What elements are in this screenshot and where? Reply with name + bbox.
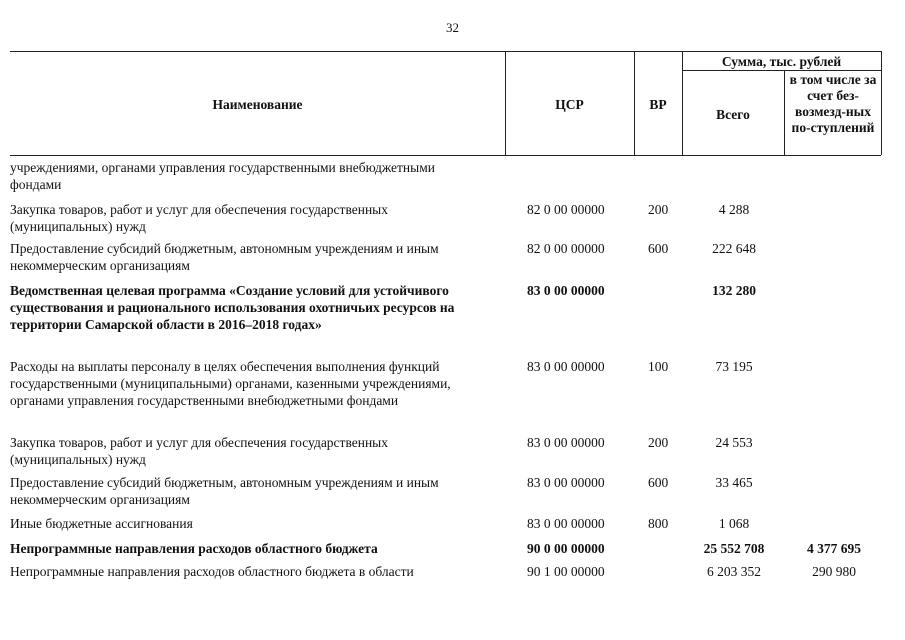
row-8-csr: 90 0 00 00000 bbox=[527, 541, 605, 556]
column-divider bbox=[784, 70, 785, 155]
header-csr: ЦСР bbox=[555, 97, 584, 112]
row-4-csr: 83 0 00 00000 bbox=[527, 359, 605, 374]
row-6-total: 33 465 bbox=[715, 475, 753, 490]
row-3-csr: 83 0 00 00000 bbox=[527, 283, 605, 298]
header-vr: ВР bbox=[649, 97, 667, 112]
header-including: в том числе за счет без-возмезд-ных по-ступлений bbox=[789, 72, 877, 135]
row-9-name: Непрограммные направления расходов областного бюджета в области bbox=[10, 564, 414, 579]
row-7-name: Иные бюджетные ассигнования bbox=[10, 516, 193, 531]
header-name: Наименование bbox=[212, 97, 303, 112]
row-4-vr: 100 bbox=[648, 359, 669, 374]
row-3-total: 132 280 bbox=[712, 283, 756, 298]
row-5-total: 24 553 bbox=[715, 435, 753, 450]
row-8-name: Непрограммные направления расходов областного бюджета bbox=[10, 541, 378, 556]
row-4-name: Расходы на выплаты персоналу в целях обеспечения выполнения функций государственными (муниципальными) органами, казенными учреждениями, органами управления государственными внебюджетными фондами bbox=[10, 359, 451, 408]
row-9-total: 6 203 352 bbox=[707, 564, 761, 579]
row-1-vr: 200 bbox=[648, 202, 669, 217]
row-0-name: учреждениями, органами управления государственными внебюджетными фондами bbox=[10, 160, 435, 192]
header-total: Всего bbox=[716, 107, 750, 122]
row-1-name: Закупка товаров, работ и услуг для обеспечения государственных (муниципальных) нужд bbox=[10, 202, 389, 234]
row-2-vr: 600 bbox=[648, 241, 669, 256]
row-8-sub: 4 377 695 bbox=[807, 541, 861, 556]
row-1-total: 4 288 bbox=[718, 202, 750, 217]
column-divider bbox=[881, 51, 882, 155]
row-7-vr: 800 bbox=[648, 516, 669, 531]
row-9-csr: 90 1 00 00000 bbox=[527, 564, 605, 579]
row-1-csr: 82 0 00 00000 bbox=[527, 202, 605, 217]
row-9-sub: 290 980 bbox=[812, 564, 856, 579]
row-7-csr: 83 0 00 00000 bbox=[527, 516, 605, 531]
row-2-name: Предоставление субсидий бюджетным, автономным учреждениям и иным некоммерческим организациям bbox=[10, 241, 439, 273]
row-3-name: Ведомственная целевая программа «Создание условий для устойчивого существования и рационального использования охотничьих ресурсов на территории Самарской области в 2016–2018 годах» bbox=[10, 283, 455, 332]
row-5-csr: 83 0 00 00000 bbox=[527, 435, 605, 450]
row-5-vr: 200 bbox=[648, 435, 669, 450]
row-4-total: 73 195 bbox=[715, 359, 753, 374]
sum-subheader-line bbox=[682, 70, 881, 71]
row-6-csr: 83 0 00 00000 bbox=[527, 475, 605, 490]
row-2-total: 222 648 bbox=[712, 241, 756, 256]
row-6-name: Предоставление субсидий бюджетным, автономным учреждениям и иным некоммерческим организациям bbox=[10, 475, 439, 507]
row-5-name: Закупка товаров, работ и услуг для обеспечения государственных (муниципальных) нужд bbox=[10, 435, 389, 467]
table-top-border bbox=[10, 51, 881, 52]
row-2-csr: 82 0 00 00000 bbox=[527, 241, 605, 256]
row-7-total: 1 068 bbox=[718, 516, 750, 531]
header-bottom-border bbox=[10, 155, 881, 156]
page-number: 32 bbox=[446, 20, 459, 35]
header-sum: Сумма, тыс. рублей bbox=[721, 54, 842, 69]
row-8-total: 25 552 708 bbox=[703, 541, 765, 556]
row-6-vr: 600 bbox=[648, 475, 669, 490]
